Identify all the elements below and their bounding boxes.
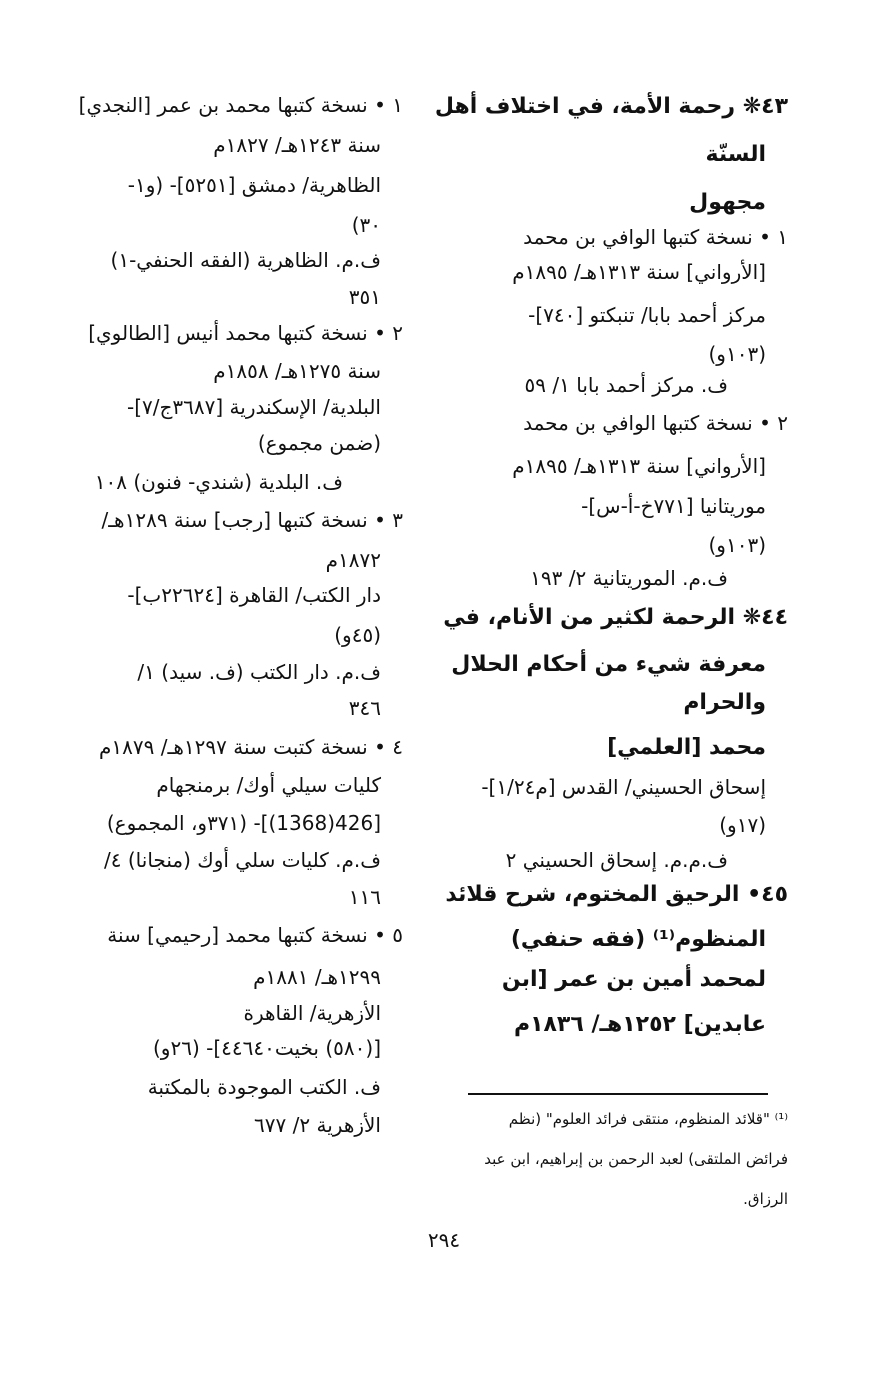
text-line: سنة ١٢٤٣هـ/ ١٨٢٧م	[213, 133, 381, 157]
text-line: المنظوم⁽¹⁾ (فقه حنفي)	[510, 927, 766, 952]
page-number: ٢٩٤	[427, 1228, 461, 1252]
text-line: لمحمد أمين بن عمر [ابن	[501, 967, 766, 992]
text-line: ٣٤٦	[348, 696, 381, 720]
text-line: والحرام	[683, 690, 766, 715]
text-line: كليات سيلي أوك/ برمنجهام	[156, 773, 381, 797]
text-line: [الأرواني] سنة ١٣١٣هـ/ ١٨٩٥م	[512, 260, 766, 284]
text-line: ١١٦	[348, 885, 381, 909]
text-line: ف.م.م. إسحاق الحسيني ٢	[505, 848, 728, 872]
text-line: ف.م. كليات سلي أوك (منجانا) ٤/	[104, 848, 381, 872]
text-line: ف.م. الظاهرية (الفقه الحنفي-١)	[110, 248, 381, 272]
text-line: ٤ • نسخة كتبت سنة ١٢٩٧هـ/ ١٨٧٩م	[99, 735, 403, 759]
text-line: [الأرواني] سنة ١٣١٣هـ/ ١٨٩٥م	[512, 454, 766, 478]
footnote-separator	[468, 1093, 768, 1095]
text-line: الظاهرية/ دمشق [٥٢٥١]- (و١-	[127, 173, 381, 197]
text-line: ١٢٩٩هـ/ ١٨٨١م	[253, 965, 381, 989]
text-line: ٤٥• الرحيق المختوم، شرح قلائد	[445, 882, 788, 907]
footnote-line: فرائض الملتقى) لعبد الرحمن بن إبراهيم، ابن عبد	[484, 1150, 788, 1168]
text-line: ٤٤❋ الرحمة لكثير من الأنام، في	[443, 605, 788, 630]
text-line: موريتانيا [٧٧١خ-أ-س]-	[581, 494, 766, 518]
text-line: ف.م. الموريتانية ٢/ ١٩٣	[530, 566, 728, 590]
text-line: (١٠٣و)	[708, 533, 766, 557]
text-line: الأزهرية/ القاهرة	[243, 1001, 381, 1025]
text-line: دار الكتب/ القاهرة [٢٢٦٢٤ب]-	[127, 583, 381, 607]
text-line: ٢ • نسخة كتبها محمد أنيس [الطالوي]	[88, 321, 403, 345]
text-line: (١٧و)	[719, 813, 766, 837]
text-line: ٣٥١	[348, 285, 381, 309]
text-line: ف. الكتب الموجودة بالمكتبة	[147, 1075, 381, 1099]
text-line: مجهول	[689, 190, 766, 215]
text-line: (ضمن مجموع)	[257, 431, 381, 455]
text-line: ٤٣❋ رحمة الأمة، في اختلاف أهل	[434, 94, 788, 119]
text-line: ١ • نسخة كتبها محمد بن عمر [النجدي]	[78, 93, 403, 117]
footnote-line: ⁽¹⁾ "قلائد المنظوم، منتقى فرائد العلوم" (نظم	[508, 1110, 788, 1128]
text-line: (٤٥و)	[334, 623, 381, 647]
text-line: سنة ١٢٧٥هـ/ ١٨٥٨م	[213, 359, 381, 383]
text-line: ٣ • نسخة كتبها [رجب] سنة ١٢٨٩هـ/	[101, 508, 403, 532]
text-line: [426(1368)]- (٣٧١و، المجموع)	[106, 811, 381, 835]
text-line: معرفة شيء من أحكام الحلال	[451, 652, 766, 677]
text-line: ف. مركز أحمد بابا ١/ ٥٩	[524, 373, 728, 397]
text-line: عابدين] ١٢٥٢هـ/ ١٨٣٦م	[513, 1012, 766, 1037]
text-line: ٢ • نسخة كتبها الوافي بن محمد	[523, 411, 788, 435]
text-line: مركز أحمد بابا/ تنبكتو [٧٤٠]-	[528, 303, 766, 327]
text-line: ٥ • نسخة كتبها محمد [رحيمي] سنة	[107, 923, 403, 947]
text-line: إسحاق الحسيني/ القدس [م١/٢٤]-	[481, 775, 766, 799]
text-line: ١ • نسخة كتبها الوافي بن محمد	[523, 225, 788, 249]
text-line: [(٥٨٠) بخيت٤٤٦٤٠]- (٢٦و)	[152, 1036, 381, 1060]
text-line: البلدية/ الإسكندرية [٣٦٨٧ج/٧]-	[126, 395, 381, 419]
footnote-line: الرزاق.	[743, 1190, 788, 1208]
text-line: الأزهرية ٢/ ٦٧٧	[254, 1113, 381, 1137]
text-line: (١٠٣و)	[708, 342, 766, 366]
text-line: ٣٠)	[351, 213, 381, 237]
text-line: ف.م. دار الكتب (ف. سيد) ١/	[137, 660, 381, 684]
text-line: محمد [العلمي]	[607, 735, 766, 760]
text-line: ١٨٧٢م	[325, 548, 381, 572]
text-line: ف. البلدية (شندي- فنون) ١٠٨	[94, 470, 343, 494]
text-line: السنّة	[705, 142, 766, 167]
